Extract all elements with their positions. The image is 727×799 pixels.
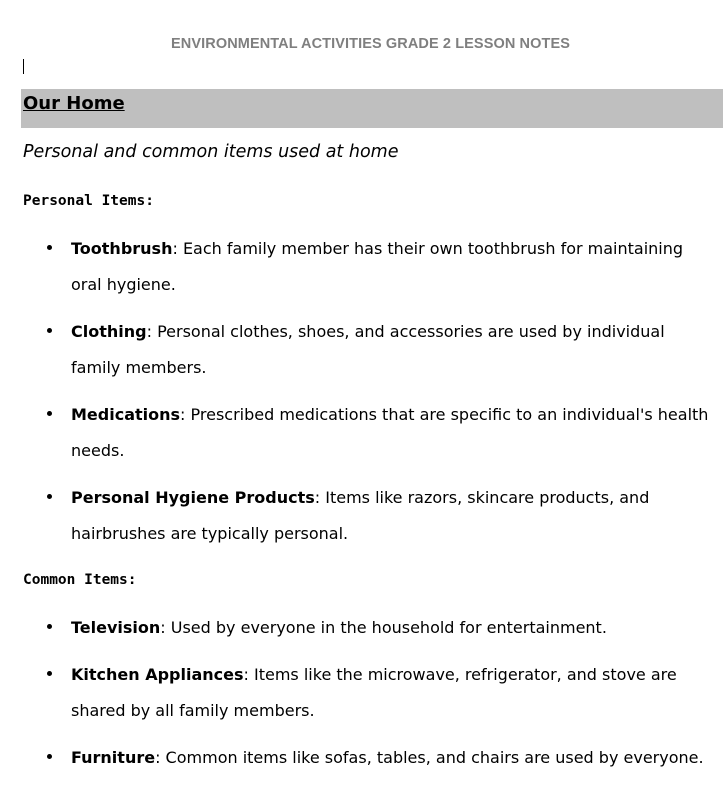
item-description: : Common items like sofas, tables, and chairs are used by everyone.: [155, 748, 704, 767]
list-item: [0, 740, 727, 776]
item-term: Toothbrush: [71, 239, 173, 258]
list-item: [0, 314, 727, 386]
item-description: : Personal clothes, shoes, and accessories are used by individual family members.: [71, 322, 665, 377]
list-item: [0, 480, 727, 552]
list-item: [0, 231, 727, 303]
subtitle: Personal and common items used at home: [23, 142, 399, 162]
bullet-icon: [47, 754, 52, 759]
list-item: [0, 657, 727, 729]
bullet-icon: [47, 624, 52, 629]
item-term: Furniture: [71, 748, 156, 767]
group-heading-personal-items: Personal Items:: [23, 193, 154, 209]
text-cursor: [23, 59, 24, 74]
item-description: : Used by everyone in the household for entertainment.: [160, 618, 607, 637]
bullet-icon: [47, 411, 52, 416]
item-description: : Items like the microwave, refrigerator, and stove are shared by all family members.: [71, 665, 677, 720]
item-description: : Each family member has their own toothbrush for maintaining oral hygiene.: [71, 239, 684, 294]
item-term: Clothing: [71, 322, 147, 341]
item-description: : Prescribed medications that are specific to an individual's health needs.: [71, 405, 709, 460]
document-header: ENVIRONMENTAL ACTIVITIES GRADE 2 LESSON NOTES: [171, 36, 570, 52]
personal-items-list: [0, 231, 727, 563]
item-term: Television: [71, 618, 161, 637]
item-term: Kitchen Appliances: [71, 665, 244, 684]
group-heading-common-items: Common Items:: [23, 572, 137, 588]
section-title: Our Home: [23, 93, 125, 114]
item-term: Medications: [71, 405, 181, 424]
common-items-list: [0, 610, 727, 787]
item-term: Personal Hygiene Products: [71, 488, 315, 507]
item-description: : Items like razors, skincare products, and hairbrushes are typically personal.: [71, 488, 650, 543]
bullet-icon: [47, 494, 52, 499]
list-item: [0, 397, 727, 469]
bullet-icon: [47, 328, 52, 333]
bullet-icon: [47, 245, 52, 250]
bullet-icon: [47, 671, 52, 676]
list-item: [0, 610, 727, 646]
section-heading-band: [21, 89, 723, 128]
